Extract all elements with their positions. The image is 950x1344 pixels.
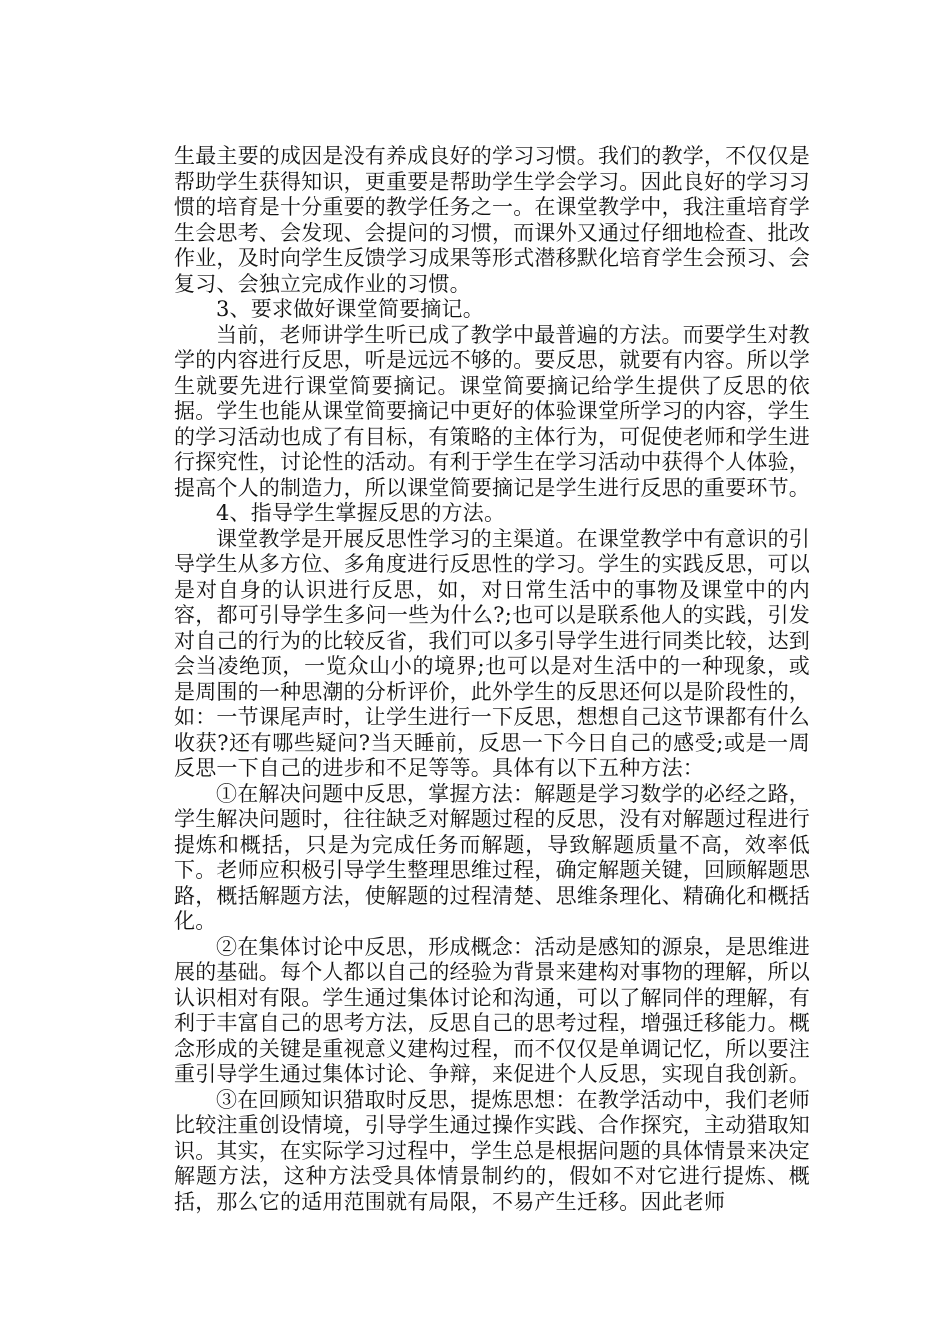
method-item-1: ①在解决问题中反思，掌握方法：解题是学习数学的必经之路，学生解决问题时，往往缺乏对解题过程的反思，没有对解题过程进行提炼和概括，只是为完成任务而解题，导致解题质量不高，效率低下。老师应积极引导学生整理思维过程，确定解题关键，回顾解题思路，概括解题方法，使解题的过程清楚、思维条理化、精确化和概括化。 [174,781,810,933]
section-heading-4: 4、指导学生掌握反思的方法。 [216,501,506,525]
method-item-2: ②在集体讨论中反思，形成概念：活动是感知的源泉，是思维进展的基础。每个人都以自己的经验为背景来建构对事物的理解，所以认识相对有限。学生通过集体讨论和沟通，可以了解同伴的理解，有利于丰富自己的思考方法，反思自己的思考过程，增强迁移能力。概念形成的关键是重视意义建构过程，而不仅仅是单调记忆，所以要注重引导学生通过集体讨论、争辩，来促进个人反思，实现自我创新。 [174,934,810,1086]
paragraph-class-notes: 当前，老师讲学生听已成了教学中最普遍的方法。而要学生对教学的内容进行反思，听是远远不够的。要反思，就要有内容。所以学生就要先进行课堂简要摘记。课堂简要摘记给学生提供了反思的依据。学生也能从课堂简要摘记中更好的体验课堂所学习的内容，学生的学习活动也成了有目标，有策略的主体行为，可促使老师和学生进行探究性，讨论性的活动。有利于学生在学习活动中获得个人体验，提高个人的制造力，所以课堂简要摘记是学生进行反思的重要环节。 [174,322,810,500]
document-body [174,144,810,1215]
method-item-3: ③在回顾知识猎取时反思，提炼思想：在教学活动中，我们老师比较注重创设情境，引导学生通过操作实践、合作探究，主动猎取知识。其实，在实际学习过程中，学生总是根据问题的具体情景来决定解题方法，这种方法受具体情景制约的，假如不对它进行提炼、概括，那么它的适用范围就有局限，不易产生迁移。因此老师 [174,1087,810,1214]
paragraph-habits-continued: 生最主要的成因是没有养成良好的学习习惯。我们的教学，不仅仅是帮助学生获得知识，更重要是帮助学生学会学习。因此良好的学习习惯的培育是十分重要的教学任务之一。在课堂教学中，我注重培育学生会思考、会发现、会提问的习惯，而课外又通过仔细地检查、批改作业，及时向学生反馈学习成果等形式潜移默化培育学生会预习、会复习、会独立完成作业的习惯。 [174,144,810,296]
paragraph-reflection-methods: 课堂教学是开展反思性学习的主渠道。在课堂教学中有意识的引导学生从多方位、多角度进行反思性的学习。学生的实践反思，可以是对自身的认识进行反思，如，对日常生活中的事物及课堂中的内容，都可引导学生多问一些为什么?;也可以是联系他人的实践，引发对自己的行为的比较反省，我们可以多引导学生进行同类比较，达到会当凌绝顶，一览众山小的境界;也可以是对生活中的一种现象，或是周围的一种思潮的分析评价，此外学生的反思还何以是阶段性的，如：一节课尾声时，让学生进行一下反思，想想自己这节课都有什么收获?还有哪些疑问?当天睡前，反思一下今日自己的感受;或是一周反思一下自己的进步和不足等等。具体有以下五种方法： [174,526,810,780]
section-heading-3: 3、要求做好课堂简要摘记。 [216,297,484,321]
